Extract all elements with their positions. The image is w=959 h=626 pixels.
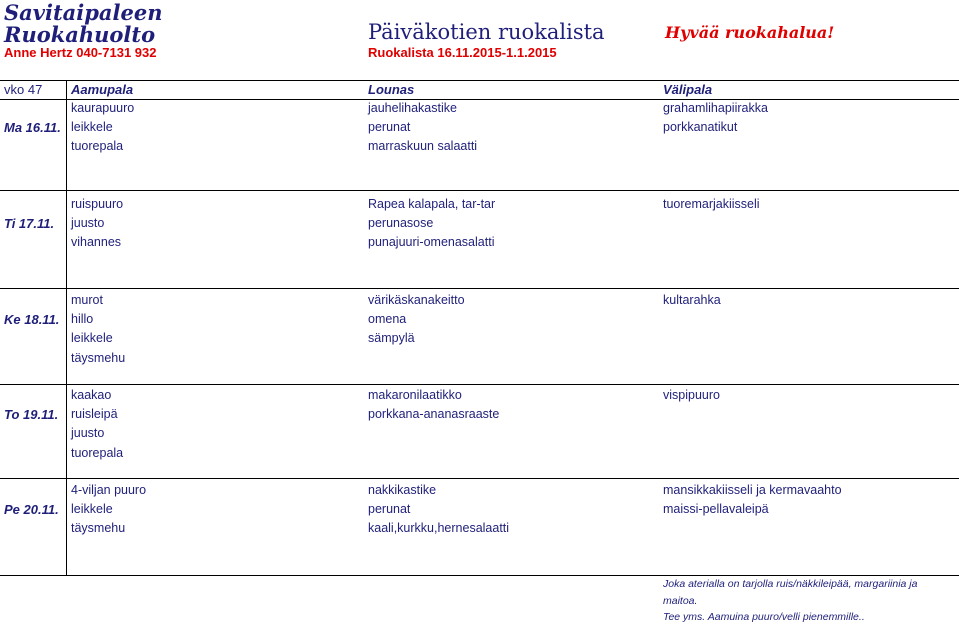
snack-item: vispipuuro bbox=[663, 388, 720, 402]
column-header-breakfast: Aamupala bbox=[71, 82, 134, 97]
column-divider bbox=[66, 81, 67, 576]
lunch-item: makaronilaatikko bbox=[368, 388, 462, 402]
page-title: Päiväkotien ruokalista bbox=[368, 20, 605, 44]
lunch-item: nakkikastike bbox=[368, 483, 437, 497]
day-label: To 19.11. bbox=[4, 407, 59, 422]
breakfast-item: täysmehu bbox=[71, 350, 126, 365]
breakfast-item: kaurapuuro bbox=[71, 101, 135, 115]
lunch-item: kaali,kurkku,hernesalaatti bbox=[368, 521, 510, 536]
org-name-line1: Savitaipaleen bbox=[4, 0, 163, 25]
row-divider bbox=[0, 478, 959, 479]
snack-item: grahamlihapiirakka bbox=[663, 101, 768, 115]
breakfast-item: leikkele bbox=[71, 331, 113, 346]
lunch-item: sämpylä bbox=[368, 331, 415, 346]
breakfast-item: juusto bbox=[71, 216, 105, 231]
day-label: Pe 20.11. bbox=[4, 502, 59, 517]
breakfast-item: tuorepala bbox=[71, 445, 124, 460]
lunch-item: omena bbox=[368, 312, 407, 327]
breakfast-item: leikkele bbox=[71, 502, 113, 517]
breakfast-item: murot bbox=[71, 293, 103, 307]
day-label: Ti 17.11. bbox=[4, 216, 55, 231]
header-bottom-border bbox=[0, 99, 959, 100]
column-header-lunch: Lounas bbox=[368, 82, 415, 97]
day-label: Ke 18.11. bbox=[4, 312, 60, 327]
column-header-snack: Välipala bbox=[663, 82, 713, 97]
lunch-item: porkkana-ananasraaste bbox=[368, 407, 500, 422]
row-divider bbox=[0, 575, 959, 576]
lunch-item: punajuuri-omenasalatti bbox=[368, 235, 495, 250]
breakfast-item: ruispuuro bbox=[71, 197, 124, 211]
lunch-item: perunat bbox=[368, 502, 411, 517]
snack-item: porkkanatikut bbox=[663, 120, 738, 135]
menu-period: Ruokalista 16.11.2015-1.1.2015 bbox=[368, 45, 557, 60]
footnote-line: Joka aterialla on tarjolla ruis/näkkileipää, margariinia ja bbox=[663, 578, 918, 590]
lunch-item: värikäskanakeitto bbox=[368, 293, 465, 307]
breakfast-item: ruisleipä bbox=[71, 407, 118, 422]
lunch-item: jauhelihakastike bbox=[368, 101, 457, 115]
snack-item: mansikkakiisseli ja kermavaahto bbox=[663, 483, 842, 497]
row-divider bbox=[0, 384, 959, 385]
snack-item: kultarahka bbox=[663, 293, 721, 307]
breakfast-item: hillo bbox=[71, 312, 94, 327]
lunch-item: perunasose bbox=[368, 216, 434, 231]
day-label: Ma 16.11. bbox=[4, 120, 61, 135]
snack-item: tuoremarjakiisseli bbox=[663, 197, 760, 211]
row-divider bbox=[0, 190, 959, 191]
breakfast-item: juusto bbox=[71, 426, 105, 441]
breakfast-item: tuorepala bbox=[71, 139, 124, 154]
breakfast-item: vihannes bbox=[71, 235, 122, 250]
greeting: Hyvää ruokahalua! bbox=[665, 23, 835, 42]
org-name-line2: Ruokahuolto bbox=[4, 22, 156, 47]
lunch-item: Rapea kalapala, tar-tar bbox=[368, 197, 496, 211]
footnote-line: maitoa. bbox=[663, 595, 698, 607]
row-divider bbox=[0, 288, 959, 289]
footnote-line: Tee yms. Aamuina puuro/velli pienemmille.. bbox=[663, 611, 865, 623]
lunch-item: perunat bbox=[368, 120, 411, 135]
breakfast-item: 4-viljan puuro bbox=[71, 483, 147, 497]
breakfast-item: täysmehu bbox=[71, 521, 126, 536]
breakfast-item: leikkele bbox=[71, 120, 113, 135]
week-label: vko 47 bbox=[4, 82, 43, 97]
contact-info: Anne Hertz 040-7131 932 bbox=[4, 45, 157, 60]
breakfast-item: kaakao bbox=[71, 388, 112, 402]
lunch-item: marraskuun salaatti bbox=[368, 139, 478, 154]
snack-item: maissi-pellavaleipä bbox=[663, 502, 769, 517]
table-top-border bbox=[0, 80, 959, 81]
